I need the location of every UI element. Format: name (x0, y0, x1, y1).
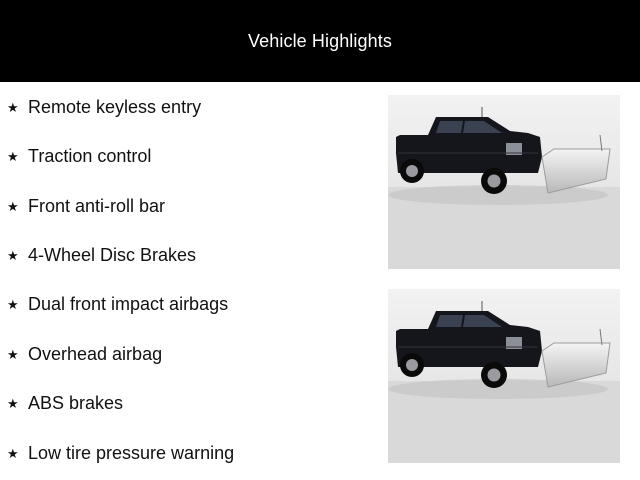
star-icon: ★ (7, 346, 19, 362)
feature-label: Overhead airbag (28, 343, 163, 364)
vehicle-photo (388, 289, 620, 463)
feature-label: 4-Wheel Disc Brakes (28, 244, 197, 265)
star-icon: ★ (7, 395, 19, 411)
star-icon: ★ (7, 247, 19, 263)
feature-label: Low tire pressure warning (28, 442, 235, 463)
header-bar (0, 0, 640, 82)
page-title: Vehicle Highlights (248, 30, 392, 51)
star-icon: ★ (7, 99, 19, 115)
feature-label: Traction control (28, 145, 152, 166)
feature-label: Dual front impact airbags (28, 293, 229, 314)
star-icon: ★ (7, 148, 19, 164)
vehicle-photo (388, 95, 620, 269)
star-icon: ★ (7, 198, 19, 214)
feature-label: Front anti-roll bar (28, 195, 166, 216)
star-icon: ★ (7, 296, 19, 312)
feature-label: ABS brakes (28, 392, 124, 413)
star-icon: ★ (7, 445, 19, 461)
feature-label: Remote keyless entry (28, 96, 202, 117)
